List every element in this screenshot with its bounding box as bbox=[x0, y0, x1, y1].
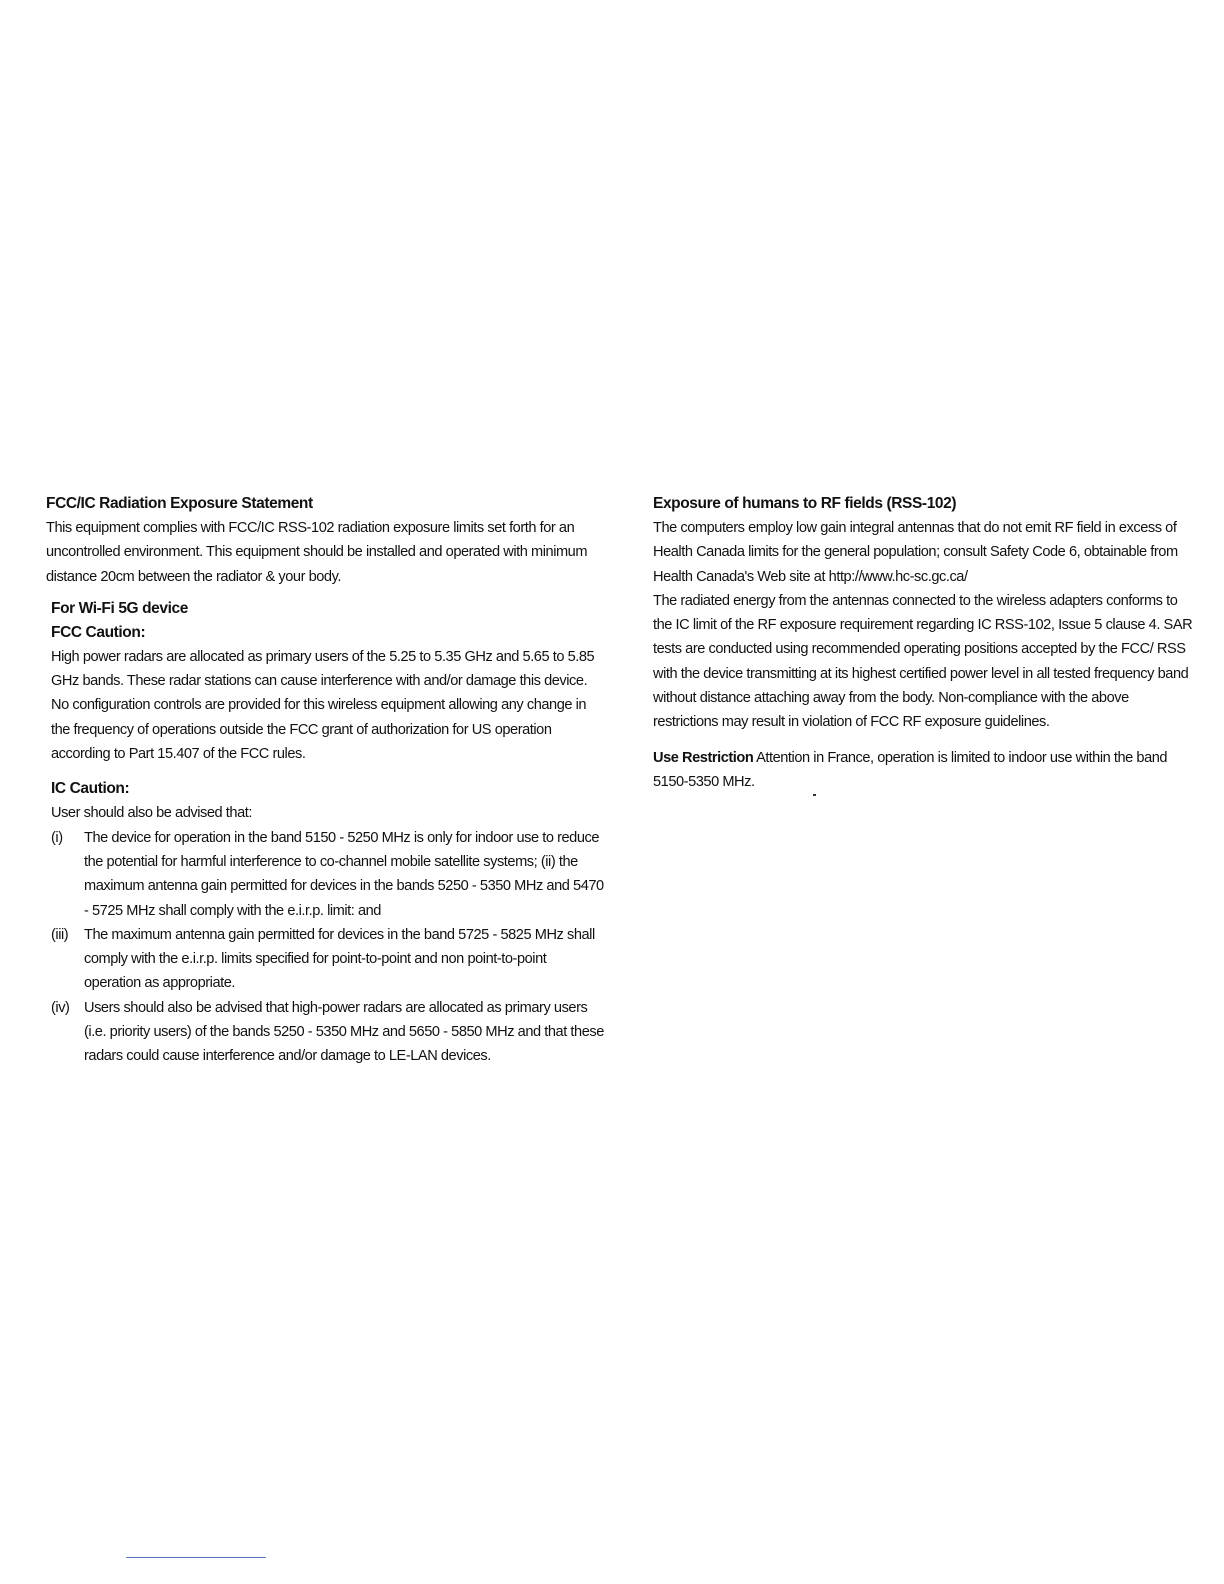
list-item-text: The maximum antenna gain permitted for devices in the band 5725 - 5825 MHz shall comply with the e.i.r.p. limits specified for point-to-point and non point-to-point operation as appropriate. bbox=[84, 926, 595, 992]
list-item-text: The device for operation in the band 5150 - 5250 MHz is only for indoor use to reduce the potential for harmful interference to co-channel mobile satellite systems; (ii) the maximum antenna gain permitted for devices in the bands 5250 - 5350 MHz and 5470 - 5725 MHz shall comply with the e.i.r.p. limit: and bbox=[84, 829, 604, 919]
rf-exposure-title: Exposure of humans to RF fields (RSS-102) bbox=[653, 495, 957, 512]
use-restriction-section bbox=[653, 746, 1193, 795]
fcc-caution-title: FCC Caution: bbox=[51, 623, 146, 641]
ic-caution-list bbox=[51, 826, 606, 1069]
list-item-number: (iv) bbox=[51, 999, 70, 1016]
right-column bbox=[653, 492, 1193, 794]
wifi-5g-title: For Wi-Fi 5G device bbox=[51, 599, 188, 617]
use-restriction-label: Use Restriction bbox=[653, 749, 754, 766]
list-item-text: Users should also be advised that high-power radars are allocated as primary users (i.e. priority users) of the bands 5250 - 5350 MHz and 5650 - 5850 MHz and that these radars could cause interference and/or damage to LE-LAN devices. bbox=[84, 999, 604, 1065]
fcc-ic-radiation-body: This equipment complies with FCC/IC RSS-102 radiation exposure limits set forth for an uncontrolled environment. This equipment should be installed and operated with minimum distance 20cm between the radiator & your body. bbox=[46, 520, 588, 585]
list-item bbox=[51, 923, 606, 996]
fcc-ic-radiation-section bbox=[46, 492, 606, 589]
use-restriction-paragraph bbox=[653, 746, 1193, 795]
wifi-5g-section bbox=[46, 597, 606, 766]
list-item bbox=[51, 996, 606, 1069]
fcc-caution-body: High power radars are allocated as primary users of the 5.25 to 5.35 GHz and 5.65 to 5.85 GHz bands. These radar stations can cause interference with and/or damage this device. No configuration controls are provided for this wireless equipment allowing any change in the frequency of operations outside the FCC grant of authorization for US operation according to Part 15.407 of the FCC rules. bbox=[51, 648, 595, 763]
rf-exposure-section bbox=[653, 492, 1193, 735]
footer-rule bbox=[126, 1557, 266, 1558]
list-item bbox=[51, 826, 606, 923]
left-column bbox=[46, 492, 606, 1069]
rf-exposure-body-2: The radiated energy from the antennas connected to the wireless adapters conforms to the IC limit of the RF exposure requirement regarding IC RSS-102, Issue 5 clause 4. SAR tests are conducted using recommended operating positions accepted by the FCC/ RSS with the device transmitting at its highest certified power level in all tested frequency band without distance attaching away from the body. Non-compliance with the above restrictions may result in violation of FCC RF exposure guidelines. bbox=[653, 592, 1193, 731]
ic-caution-intro: User should also be advised that: bbox=[51, 805, 252, 822]
ic-caution-title: IC Caution: bbox=[51, 780, 130, 798]
rf-exposure-body-1: The computers employ low gain integral antennas that do not emit RF field in excess of Health Canada limits for the general population; consult Safety Code 6, obtainable from Health Canada's Web site at http://www.hc-sc.gc.ca/ bbox=[653, 520, 1178, 585]
fcc-ic-radiation-title: FCC/IC Radiation Exposure Statement bbox=[46, 495, 313, 512]
scan-speck bbox=[813, 794, 816, 796]
list-item-number: (i) bbox=[51, 829, 63, 846]
use-restriction-text: Attention in France, operation is limited to indoor use within the band 5150-5350 MHz. bbox=[653, 749, 1168, 790]
ic-caution-section bbox=[46, 777, 606, 1068]
list-item-number: (iii) bbox=[51, 926, 69, 943]
